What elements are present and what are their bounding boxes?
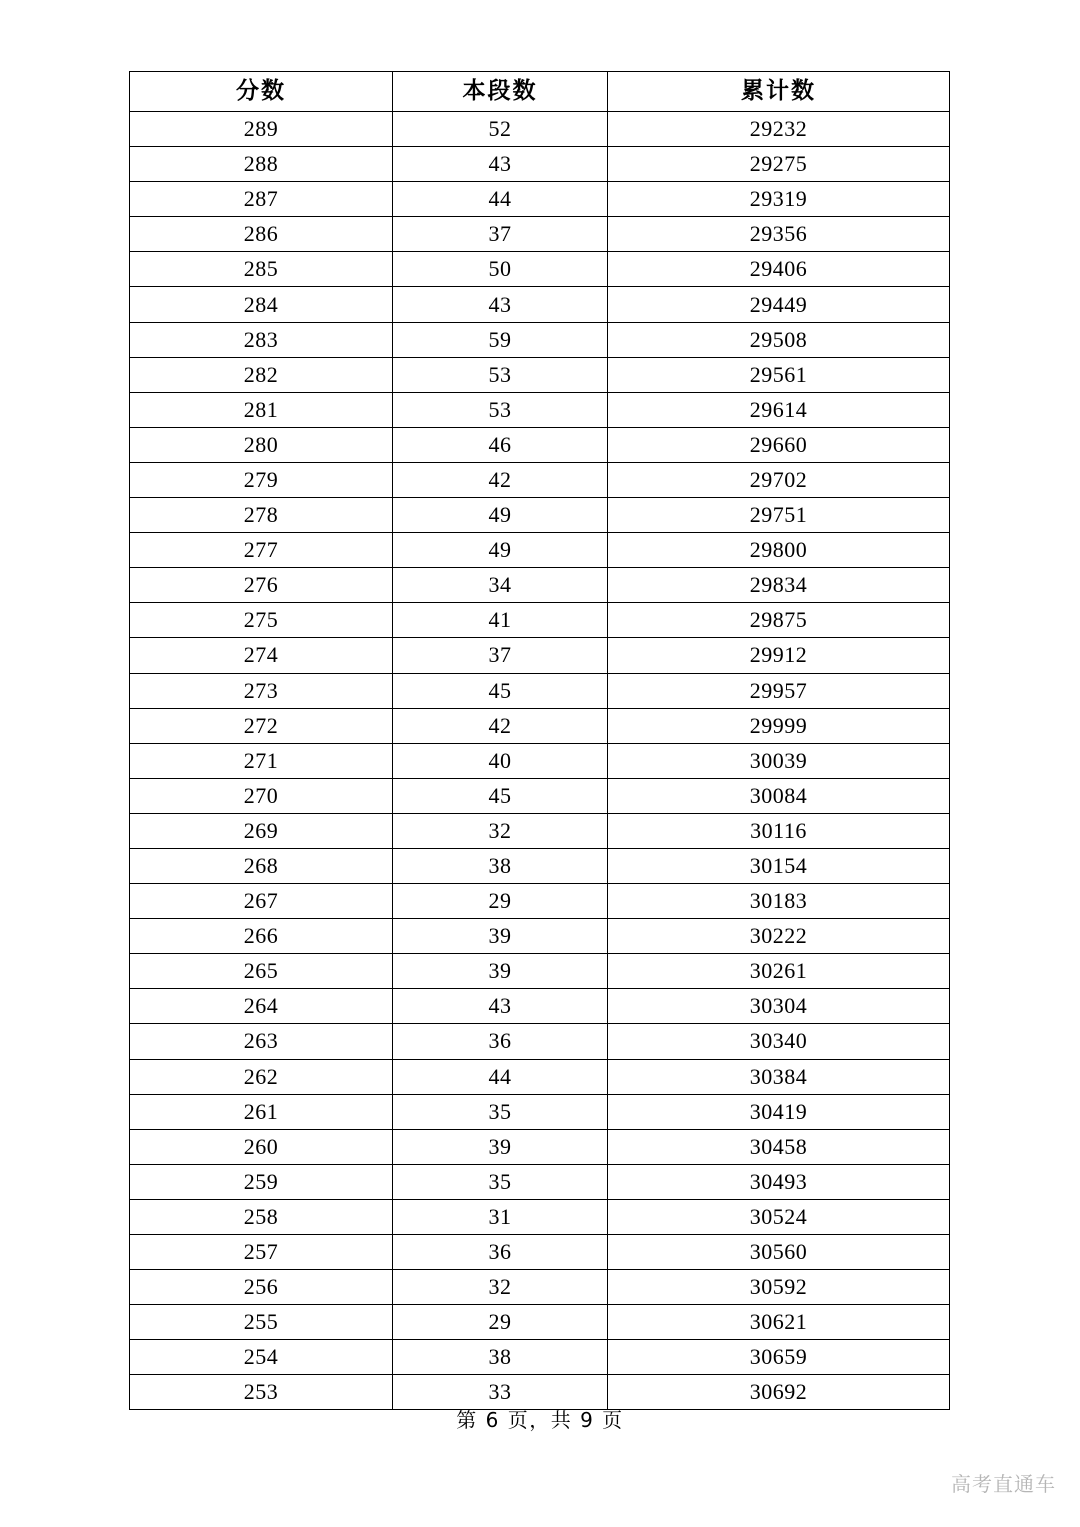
cell-segment-count: 36 [393, 1024, 608, 1059]
cell-score: 277 [130, 533, 393, 568]
cell-score: 254 [130, 1340, 393, 1375]
table-row [130, 1199, 950, 1234]
table-row [130, 217, 950, 252]
table-row [130, 848, 950, 883]
cell-cumulative: 29319 [608, 182, 950, 217]
cell-cumulative: 29614 [608, 392, 950, 427]
cell-score: 286 [130, 217, 393, 252]
cell-score: 255 [130, 1305, 393, 1340]
cell-cumulative: 29912 [608, 638, 950, 673]
table-row [130, 884, 950, 919]
cell-score: 265 [130, 954, 393, 989]
cell-cumulative: 30560 [608, 1235, 950, 1270]
table-row [130, 182, 950, 217]
cell-cumulative: 29356 [608, 217, 950, 252]
cell-segment-count: 41 [393, 603, 608, 638]
cell-score: 259 [130, 1164, 393, 1199]
cell-segment-count: 36 [393, 1235, 608, 1270]
cell-cumulative: 29561 [608, 357, 950, 392]
cell-cumulative: 30621 [608, 1305, 950, 1340]
cell-segment-count: 52 [393, 112, 608, 147]
table-row [130, 287, 950, 322]
table-row [130, 638, 950, 673]
cell-segment-count: 49 [393, 498, 608, 533]
watermark-label: 高考直通车 [951, 1472, 1056, 1496]
table-row [130, 252, 950, 287]
cell-score: 276 [130, 568, 393, 603]
cell-score: 267 [130, 884, 393, 919]
cell-cumulative: 30116 [608, 813, 950, 848]
cell-score: 270 [130, 778, 393, 813]
cell-score: 280 [130, 427, 393, 462]
cell-score: 261 [130, 1094, 393, 1129]
cell-segment-count: 42 [393, 462, 608, 497]
cell-segment-count: 39 [393, 954, 608, 989]
cell-cumulative: 30493 [608, 1164, 950, 1199]
cell-cumulative: 29834 [608, 568, 950, 603]
cell-segment-count: 32 [393, 813, 608, 848]
cell-segment-count: 34 [393, 568, 608, 603]
cell-cumulative: 30340 [608, 1024, 950, 1059]
score-distribution-table-container [129, 71, 949, 1410]
cell-cumulative: 30154 [608, 848, 950, 883]
cell-score: 288 [130, 147, 393, 182]
table-row [130, 708, 950, 743]
cell-cumulative: 29751 [608, 498, 950, 533]
cell-cumulative: 29275 [608, 147, 950, 182]
cell-score: 260 [130, 1129, 393, 1164]
table-row [130, 392, 950, 427]
cell-segment-count: 32 [393, 1270, 608, 1305]
table-row [130, 1024, 950, 1059]
cell-score: 263 [130, 1024, 393, 1059]
cell-score: 268 [130, 848, 393, 883]
table-body [130, 112, 950, 1410]
cell-segment-count: 59 [393, 322, 608, 357]
table-row [130, 1164, 950, 1199]
cell-cumulative: 30592 [608, 1270, 950, 1305]
table-row [130, 989, 950, 1024]
cell-cumulative: 30304 [608, 989, 950, 1024]
cell-segment-count: 29 [393, 884, 608, 919]
cell-segment-count: 38 [393, 1340, 608, 1375]
cell-cumulative: 29702 [608, 462, 950, 497]
cell-segment-count: 38 [393, 848, 608, 883]
cell-cumulative: 30261 [608, 954, 950, 989]
cell-segment-count: 45 [393, 778, 608, 813]
cell-cumulative: 30692 [608, 1375, 950, 1410]
column-header-cumulative: 累计数 [608, 72, 950, 112]
cell-cumulative: 30222 [608, 919, 950, 954]
cell-score: 253 [130, 1375, 393, 1410]
cell-score: 269 [130, 813, 393, 848]
table-row [130, 112, 950, 147]
cell-segment-count: 44 [393, 1059, 608, 1094]
table-row [130, 427, 950, 462]
cell-score: 279 [130, 462, 393, 497]
table-row [130, 357, 950, 392]
table-row [130, 322, 950, 357]
cell-segment-count: 43 [393, 989, 608, 1024]
cell-segment-count: 43 [393, 147, 608, 182]
table-row [130, 743, 950, 778]
table-row [130, 954, 950, 989]
cell-score: 281 [130, 392, 393, 427]
table-row [130, 147, 950, 182]
cell-cumulative: 29875 [608, 603, 950, 638]
cell-score: 275 [130, 603, 393, 638]
cell-cumulative: 29660 [608, 427, 950, 462]
cell-segment-count: 39 [393, 919, 608, 954]
table-row [130, 778, 950, 813]
cell-segment-count: 39 [393, 1129, 608, 1164]
cell-score: 266 [130, 919, 393, 954]
table-row [130, 813, 950, 848]
cell-segment-count: 53 [393, 392, 608, 427]
cell-cumulative: 30524 [608, 1199, 950, 1234]
table-row [130, 919, 950, 954]
cell-cumulative: 29957 [608, 673, 950, 708]
score-distribution-table [129, 71, 950, 1410]
cell-score: 285 [130, 252, 393, 287]
table-row [130, 603, 950, 638]
cell-segment-count: 29 [393, 1305, 608, 1340]
cell-cumulative: 30458 [608, 1129, 950, 1164]
table-row [130, 1235, 950, 1270]
table-row [130, 568, 950, 603]
cell-segment-count: 46 [393, 427, 608, 462]
cell-cumulative: 29449 [608, 287, 950, 322]
cell-segment-count: 37 [393, 217, 608, 252]
cell-score: 274 [130, 638, 393, 673]
cell-cumulative: 29999 [608, 708, 950, 743]
table-row [130, 1129, 950, 1164]
cell-cumulative: 30084 [608, 778, 950, 813]
cell-cumulative: 30183 [608, 884, 950, 919]
table-row [130, 1340, 950, 1375]
cell-segment-count: 42 [393, 708, 608, 743]
column-header-score: 分数 [130, 72, 393, 112]
cell-cumulative: 30039 [608, 743, 950, 778]
cell-score: 282 [130, 357, 393, 392]
table-row [130, 1270, 950, 1305]
cell-score: 272 [130, 708, 393, 743]
table-row [130, 533, 950, 568]
cell-score: 287 [130, 182, 393, 217]
cell-segment-count: 33 [393, 1375, 608, 1410]
table-row [130, 1094, 950, 1129]
table-row [130, 1059, 950, 1094]
cell-segment-count: 49 [393, 533, 608, 568]
table-header-row [130, 72, 950, 112]
cell-score: 262 [130, 1059, 393, 1094]
cell-score: 289 [130, 112, 393, 147]
cell-segment-count: 37 [393, 638, 608, 673]
cell-score: 283 [130, 322, 393, 357]
table-header [130, 72, 950, 112]
cell-score: 278 [130, 498, 393, 533]
cell-score: 257 [130, 1235, 393, 1270]
cell-score: 273 [130, 673, 393, 708]
cell-score: 256 [130, 1270, 393, 1305]
cell-cumulative: 29406 [608, 252, 950, 287]
column-header-segment-count: 本段数 [393, 72, 608, 112]
table-row [130, 673, 950, 708]
cell-score: 258 [130, 1199, 393, 1234]
cell-cumulative: 30659 [608, 1340, 950, 1375]
table-row [130, 498, 950, 533]
cell-segment-count: 35 [393, 1094, 608, 1129]
cell-cumulative: 30419 [608, 1094, 950, 1129]
cell-cumulative: 29232 [608, 112, 950, 147]
cell-segment-count: 44 [393, 182, 608, 217]
cell-segment-count: 45 [393, 673, 608, 708]
cell-cumulative: 30384 [608, 1059, 950, 1094]
cell-score: 271 [130, 743, 393, 778]
cell-segment-count: 35 [393, 1164, 608, 1199]
cell-segment-count: 50 [393, 252, 608, 287]
cell-segment-count: 53 [393, 357, 608, 392]
cell-score: 284 [130, 287, 393, 322]
cell-segment-count: 31 [393, 1199, 608, 1234]
cell-cumulative: 29508 [608, 322, 950, 357]
cell-cumulative: 29800 [608, 533, 950, 568]
cell-score: 264 [130, 989, 393, 1024]
cell-segment-count: 43 [393, 287, 608, 322]
table-row [130, 1305, 950, 1340]
page-number-footer: 第 6 页，共 9 页 [456, 1408, 624, 1432]
table-row [130, 462, 950, 497]
cell-segment-count: 40 [393, 743, 608, 778]
